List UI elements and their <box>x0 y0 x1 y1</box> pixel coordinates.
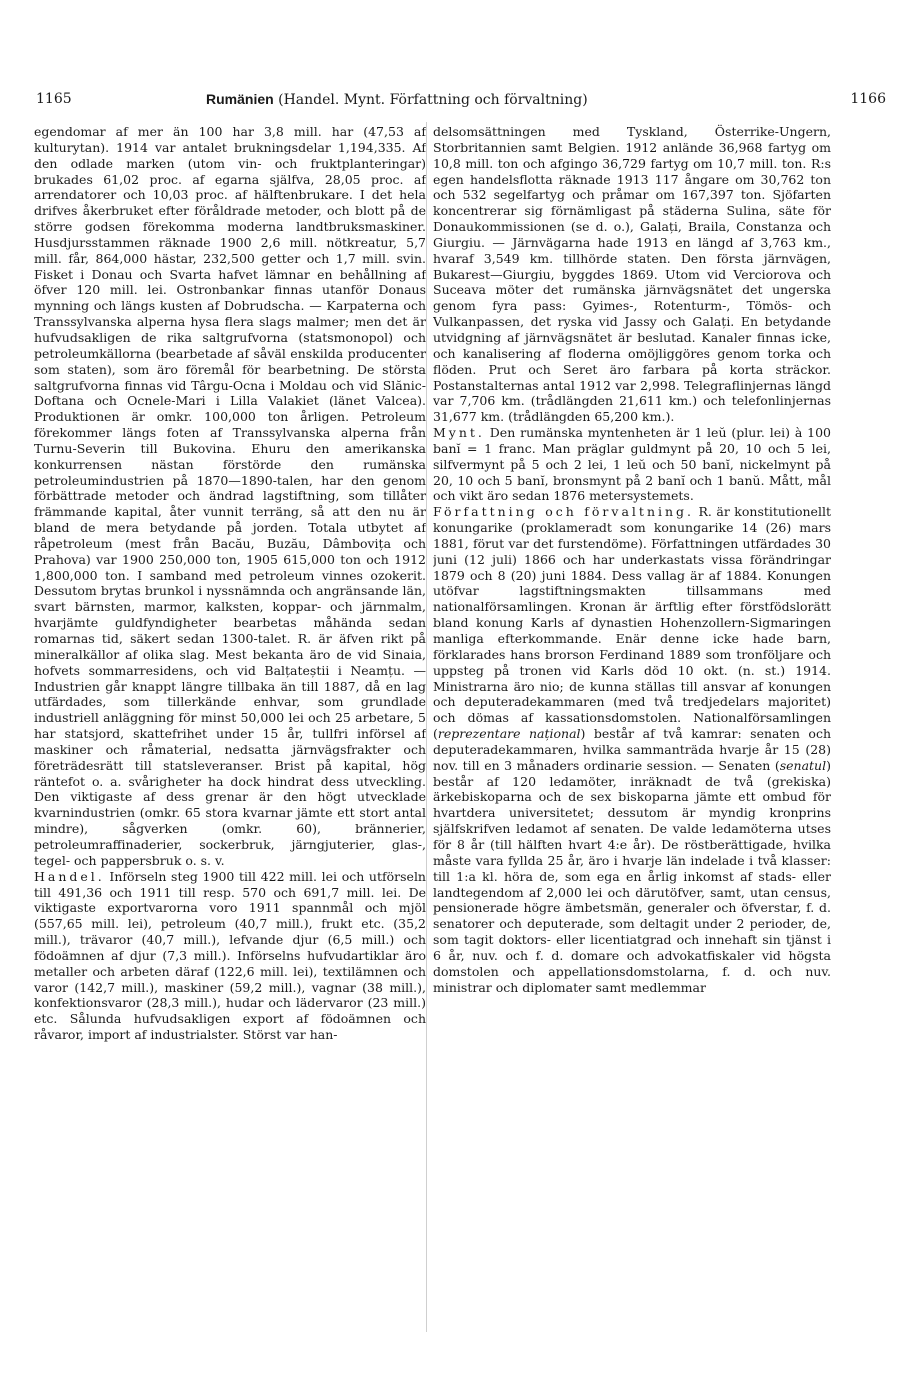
constitution-lead: Författning och förvaltning. <box>433 504 695 520</box>
currency-lead: Mynt. <box>433 425 485 441</box>
page-number-left: 1165 <box>36 91 72 107</box>
constitution-text-c: ) består af 120 ledamöter, inräknadt de två (grekiska) ärkebiskoparna och de sex biskoparna jämte ett ombud för hvartdera universitetet; dessutom är myndig kronprins själfskrifven ledamot af senaten. De valde ledamöterna utses för 8 år (till hälften hvart 4:e år). De röstberättigade, hvilka måste vara fyllda 25 år, äro i hvarje län indelade i två klasser: till 1:a kl. höra de, som ega en årlig inkomst af stads- eller landtegendom af 2,000 lei och därutöfver, samt, utan census, pensionerade högre ämbetsmän, generaler och öfverstar, f. d. senatorer och deputerade, som deltagit under 2 perioder, de, som tagit doktors- eller licentiatgrad och innehaft sin tjänst i 6 år, nuv. och f. d. domare och advokatfiskaler vid högsta domstolen och appellationsdomstolarna, f. d. och nuv. ministrar och diplomater samt medlemmar <box>433 757 831 995</box>
running-header <box>36 90 886 112</box>
transport-paragraph: delsomsättningen med Tyskland, Österrike-Ungern, Storbritannien samt Belgien. 1912 anlände 36,968 fartyg om 10,8 mill. ton och afgingo 36,729 fartyg om 10,7 mill. ton. R:s egen handelsflotta räknade 1913 117 ångare om 30,762 ton och 532 segelfartyg och pråmar om 167,397 ton. Sjöfarten koncentrerar sig förnämligast på städerna Sulina, säte för Donaukommissionen (se d. o.), Galați, Braila, Constanza och Giurgiu. — Järnvägarna hade 1913 en längd af 3,763 km., hvaraf 3,549 km. tillhörde staten. Den första järnvägen, Bukarest—Giurgiu, byggdes 1869. Utom vid Verciorova och Suceava möter det rumänska järnvägsnätet det ungerska genom fyra pass: Gyimes-, Rotenturm-, Tömös- och Vulkanpassen, det ryska vid Jassy och Galați. En betydande utvidgning af järnvägsnätet är beslutad. Kanaler finnas icke, och kanalisering af floderna omöjliggöres genom torka och flöden. Prut och Seret äro farbara på korta sträckor. Postanstalternas antal 1912 var 2,998. Telegraflinjernas längd var 7,706 km. (trådlängden 21,611 km.) och telefonlinjernas 31,677 km. (trådlängden 65,200 km.). <box>433 124 831 425</box>
running-title-keyword: Rumänien <box>206 91 274 107</box>
running-title <box>206 90 588 109</box>
constitution-paragraph <box>433 504 831 995</box>
page-number-right: 1166 <box>850 91 886 107</box>
constitution-text-b: ) består af två kamrar: senaten och deputeradekammaren, hvilka sammanträda hvarje år 15 (28) nov. till en 3 månaders ordinarie session. — Senaten ( <box>433 726 831 773</box>
right-column <box>433 124 831 1344</box>
constitution-italic-term-1: reprezentare național <box>437 726 581 742</box>
left-column <box>34 124 426 1344</box>
currency-text: Den rumänska myntenheten är 1 leŭ (plur. lei) à 100 banĭ = 1 franc. Man präglar guldmynt på 20, 10 och 5 lei, silfvermynt på 5 och 2 lei, 1 leŭ och 50 banĭ, nickelmynt på 20, 10 och 5 banĭ, bronsmynt på 2 banĭ och 1 banŭ. Mått, mål och vikt äro sedan 1876 metersystemets. <box>433 425 831 504</box>
currency-paragraph <box>433 425 831 504</box>
trade-paragraph <box>34 869 426 1043</box>
constitution-text-a: R. är konstitutionellt konungarike (proklameradt som konungarike 14 (26) mars 1881, förut var det furstendöme). Författningen utfärdades 30 juni (12 juli) 1866 och har underkastats vissa förändringar 1879 och 8 (20) juni 1884. Dess vallag är af 1884. Konungen utöfvar lagstiftningsmakten tillsammans med nationalförsamlingen. Kronan är ärftlig efter förstfödslorätt bland konung Karls af dynastien Hohenzollern-Sigmaringen manliga efterkommande. Enär denne icke hade barn, förklarades hans brorson Ferdinand 1889 som tronföljare och uppsteg på tronen vid Karls död 10 okt. (n. st.) 1914. Ministrarna äro nio; de kunna ställas till ansvar af konungen och deputeradekammaren (med två tredjedelars majoritet) och dömas af kassationsdomstolen. Nationalförsamlingen ( <box>433 504 831 742</box>
running-title-subtopics: (Handel. Mynt. Författning och förvaltning) <box>273 92 588 108</box>
column-divider <box>426 122 427 1332</box>
trade-lead: Handel. <box>34 868 105 884</box>
constitution-italic-term-2: senatul <box>779 757 827 773</box>
agriculture-industry-paragraph: egendomar af mer än 100 har 3,8 mill. har (47,53 af kulturytan). 1914 var antalet brukningsdelar 1,194,335. Af den odlade marken (utom vin- och fruktplanteringar) brukades 61,02 proc. af egarna själfva, 28,05 proc. af arrendatorer och 10,03 proc. af hälftenbrukare. I det hela drifves åkerbruket efter föråldrade metoder, och blott på de större godsen förekomma moderna landtbruksmaskiner. Husdjursstammen räknade 1900 2,6 mill. nötkreatur, 5,7 mill. får, 864,000 hästar, 232,500 getter och 1,7 mill. svin. Fisket i Donau och Svarta hafvet lämnar en behållning af öfver 120 mill. lei. Ostronbankar finnas utanför Donaus mynning och längs kusten af Dobrudscha. — Karpaterna och Transsylvanska alperna hysa flera slags malmer; men det är hufvudsakligen de rika saltgrufvorna (statsmonopol) och petroleumkällorna (bearbetade af såväl enskilda producenter som staten), som äro föremål för bearbetning. De största saltgrufvorna finnas vid Târgu-Ocna i Moldau och vid Slănic-Doftana och Ocnele-Mari i Lilla Valakiet (länet Valcea). Produktionen är omkr. 100,000 ton årligen. Petroleum förekommer längs foten af Transsylvanska alperna från Turnu-Severin till Bukovina. Ehuru den amerikanska konkurrensen nästan förstörde den rumänska petroleumindustrien på 1870—1890-talen, har den genom förbättrade metoder och ändrad lagstiftning, som tillåter främmande kapital, åter vunnit terräng, så att den nu är bland de mera betydande på jorden. Totala utbytet af råpetroleum (mest från Bacău, Buzău, Dâmbovița och Prahova) var 1900 250,000 ton, 1905 615,000 ton och 1912 1,800,000 ton. I samband med petroleum vinnes ozokerit. Dessutom brytas brunkol i nyssnämnda och angränsande län, svart bärnsten, marmor, kalksten, koppar- och järnmalm, hvarjämte guldfyndigheter bearbetas måhända sedan romarnas tid, säkert sedan 1300-talet. R. är äfven rikt på mineralkällor af olika slag. Mest bekanta äro de vid Sinaia, hofvets sommarresidens, och vid Balțateștii i Neamțu. — Industrien går knappt längre tillbaka än till 1887, då en lag utfärdades, som tillerkände enhvar, som grundlade industriell anläggning för minst 50,000 lei och 25 arbetare, 5 har statsjord, skattefrihet under 15 år, tullfri införsel af maskiner och råmaterial, nedsatta järnvägsfrakter och företrädesrätt till statsleveranser. Brist på kapital, hög räntefot o. a. svårigheter ha dock hindrat dess utveckling. Den viktigaste af dess grenar är den högt utvecklade kvarnindustrien (omkr. 65 stora kvarnar jämte ett stort antal mindre), sågverken (omkr. 60), brännerier, petroleumraffinaderier, sockerbruk, järngjuterier, glas-, tegel- och pappersbruk o. s. v. <box>34 124 426 868</box>
trade-text: Införseln steg 1900 till 422 mill. lei och utförseln till 491,36 och 1911 till resp. 570 och 691,7 mill. lei. De viktigaste exportvarorna voro 1911 spannmål och mjöl (557,65 mill. lei), petroleum (40,7 mill.), frukt etc. (35,2 mill.), trävaror (40,7 mill.), lefvande djur (6,5 mill.) och födoämnen af djur (7,3 mill.). Införselns hufvudartiklar äro metaller och arbeten däraf (122,6 mill. lei), textilämnen och varor (142,7 mill.), maskiner (59,2 mill.), vagnar (38 mill.), konfektionsvaror (28,3 mill.), hudar och lädervaror (23 mill.) etc. Sålunda hufvudsakligen export af födoämnen och råvaror, import af industrialster. Störst var han- <box>34 868 426 1043</box>
